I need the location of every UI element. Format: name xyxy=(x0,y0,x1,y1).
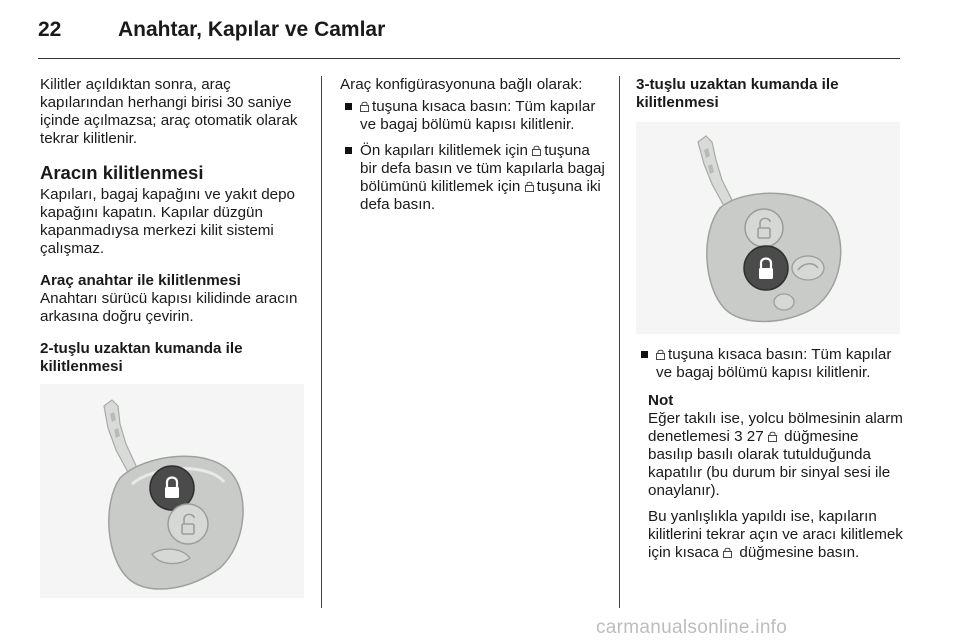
key-icon xyxy=(40,384,304,598)
lock-icon xyxy=(656,349,665,360)
lock-icon xyxy=(723,547,732,558)
list-item xyxy=(340,142,610,214)
subsection-heading: Araç anahtar ile kilitlenmesi xyxy=(40,272,241,289)
column-left xyxy=(40,76,308,376)
bullet-text: tuşuna kısaca basın: Tüm kapılar ve bagaj bölümü kapısı kilitlenir. xyxy=(360,98,596,133)
key-fob-3-button-illustration xyxy=(636,122,900,334)
watermark-text: carmanualsonline.info xyxy=(596,617,788,638)
note-paragraph xyxy=(648,410,906,500)
column-right-lower xyxy=(636,346,906,576)
bullet-list xyxy=(340,98,610,214)
config-intro: Araç konfigürasyonuna bağlı olarak: xyxy=(340,76,583,93)
subsection-paragraph: Anahtarı sürücü kapısı kilidinde aracın arkasına doğru çevirin. xyxy=(40,290,298,325)
note-title: Not xyxy=(648,392,674,409)
bullet-marker xyxy=(641,351,648,358)
page-title: Anahtar, Kapılar ve Camlar xyxy=(118,18,386,41)
note-text: düğmesine basılıp basılı olarak tutulduğunda kapatılır (bu durum bir sinyal sesi ile onaylanır). xyxy=(648,428,891,499)
note-text: düğmesine basın. xyxy=(739,544,860,561)
key-icon xyxy=(636,122,900,334)
subsection-heading: 2-tuşlu uzaktan kumanda ile kilitlenmesi xyxy=(40,340,243,375)
column-right xyxy=(636,76,906,112)
page-reference: 3 27 xyxy=(734,428,764,445)
header-divider xyxy=(38,58,900,59)
page-header xyxy=(38,14,900,54)
key-fob-2-button-illustration xyxy=(40,384,304,598)
section-paragraph: Kapıları, bagaj kapağını ve yakıt depo kapağını kapatın. Kapılar düzgün kapanmadıysa merkezi kilit sistemi çalışmaz. xyxy=(40,186,295,257)
lock-icon xyxy=(768,431,777,442)
bullet-marker xyxy=(345,103,352,110)
lock-icon xyxy=(525,181,534,192)
bullet-text: tuşuna bir defa basın ve tüm kapılarla bagaj bölümünü kilitlemek için xyxy=(360,142,605,195)
list-item xyxy=(340,98,610,134)
column-divider xyxy=(619,76,620,608)
note-paragraph xyxy=(648,508,906,562)
lock-icon xyxy=(532,145,541,156)
bullet-marker xyxy=(345,147,352,154)
column-divider xyxy=(321,76,322,608)
note-text: Eğer takılı ise, yolcu bölmesinin alarm denetlemesi xyxy=(648,410,903,445)
subsection-heading: 3-tuşlu uzaktan kumanda ile kilitlenmesi xyxy=(636,76,839,111)
section-heading: Aracın kilitlenmesi xyxy=(40,162,204,183)
lock-icon xyxy=(360,101,369,112)
bullet-list xyxy=(636,346,906,382)
list-item xyxy=(636,346,906,382)
note-text: Bu yanlışlıkla yapıldı ise, kapıların kilitlerini tekrar açın ve aracı kilitlemek için kısaca xyxy=(648,508,903,561)
intro-paragraph: Kilitler açıldıktan sonra, araç kapılarından herhangi birisi 30 saniye içinde açılmazsa; araç otomatik olarak tekrar kilitlenir. xyxy=(40,76,298,147)
bullet-text: tuşuna kısaca basın: Tüm kapılar ve bagaj bölümü kapısı kilitlenir. xyxy=(656,346,892,381)
bullet-text: tuşuna iki defa basın. xyxy=(360,178,601,213)
bullet-text: Ön kapıları kilitlemek için xyxy=(360,142,528,159)
page-number: 22 xyxy=(38,18,62,41)
note-block xyxy=(636,392,906,562)
column-middle xyxy=(340,76,610,222)
